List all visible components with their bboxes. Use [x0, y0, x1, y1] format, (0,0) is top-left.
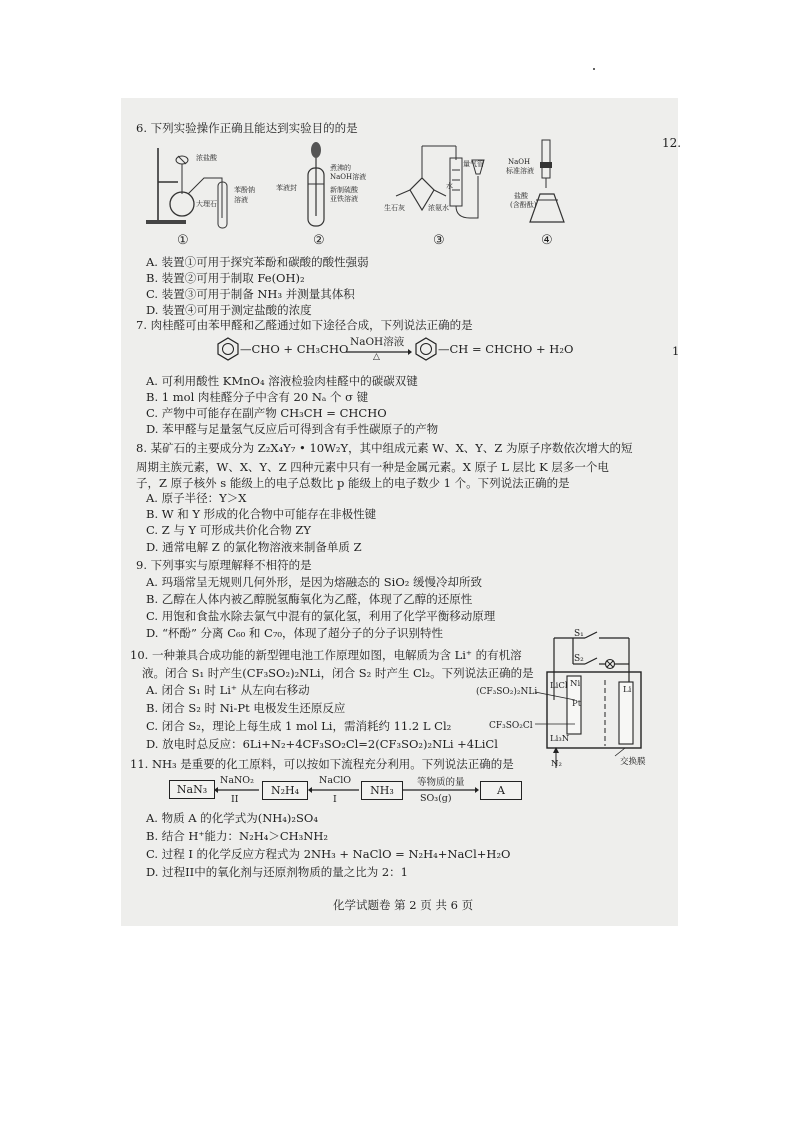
apparatus-3-label: 生石灰: [384, 204, 405, 212]
question-6-stem: 6. 下列实验操作正确且能达到实验目的的是: [136, 121, 358, 135]
q7-option: B. 1 mol 肉桂醛分子中含有 20 Nₐ 个 σ 键: [146, 390, 369, 404]
q6-option: D. 装置④可用于测定盐酸的浓度: [146, 303, 312, 317]
page-footer: 化学试题卷 第 2 页 共 6 页: [333, 898, 474, 912]
margin-mark: 12.: [662, 136, 682, 150]
electrode-label: Ni: [570, 679, 581, 689]
apparatus-2-label: NaOH溶液: [330, 173, 367, 181]
flow-condition: 等物质的量: [417, 777, 465, 788]
apparatus-number: ③: [433, 233, 445, 248]
electrode-label: Li₃N: [550, 734, 570, 744]
flow-box-nh3: NH₃: [361, 781, 403, 800]
heat-symbol: △: [373, 352, 380, 362]
flow-box-n2h4: N₂H₄: [262, 781, 308, 800]
q9-option: A. 玛瑙常呈无规则几何外形，是因为熔融态的 SiO₂ 缓慢冷却所致: [146, 575, 483, 589]
flow-step: II: [231, 794, 239, 805]
flow-box-a: A: [480, 781, 522, 800]
apparatus-1-label: 浓盐酸: [196, 154, 217, 162]
electrode-label: Pt: [572, 699, 582, 709]
q8-option: D. 通常电解 Z 的氯化物溶液来制备单质 Z: [146, 540, 362, 554]
equation-right: —CH = CHCHO + H₂O: [438, 342, 574, 356]
apparatus-2-label: 煮沸的: [330, 164, 351, 172]
apparatus-number: ①: [177, 233, 189, 248]
q9-option: D. “杯酚” 分离 C₆₀ 和 C₇₀，体现了超分子的分子识别特性: [146, 626, 444, 640]
apparatus-2-figure: [300, 140, 360, 230]
flow-step: I: [333, 794, 337, 805]
q10-option: B. 闭合 S₂ 时 Ni-Pt 电极发生还原反应: [146, 701, 346, 715]
gas-inlet-label: N₂: [551, 759, 562, 769]
apparatus-1-label: 大理石: [196, 200, 217, 208]
q7-option: D. 苯甲醛与足量氢气反应后可得到含有手性碳原子的产物: [146, 422, 439, 436]
q8-option: A. 原子半径：Y＞X: [146, 491, 247, 505]
q8-option: C. Z 与 Y 可形成共价化合物 ZY: [146, 523, 311, 537]
margin-mark: 1: [672, 344, 680, 358]
apparatus-4-label: (含酚酞): [510, 201, 537, 209]
apparatus-3-label: 水: [446, 182, 453, 190]
q11-option: C. 过程 I 的化学反应方程式为 2NH₃ + NaClO = N₂H₄+NaCl+H₂O: [146, 847, 511, 861]
question-8-line: 周期主族元素，W、X、Y、Z 四种元素中只有一种是金属元素。X 原子 L 层比 K 层多一个电: [136, 460, 609, 474]
flow-reagent: NaNO₂: [220, 775, 254, 786]
q6-option: C. 装置③可用于制备 NH₃ 并测量其体积: [146, 287, 355, 301]
reaction-condition: NaOH溶液: [350, 336, 405, 348]
flow-arrow: [214, 786, 260, 794]
q9-option: B. 乙醇在人体内被乙醇脱氢酶氧化为乙醛，体现了乙醇的还原性: [146, 592, 473, 606]
apparatus-4-label: 标准溶液: [506, 167, 534, 175]
question-8-line: 子，Z 原子核外 s 能级上的电子总数比 p 能级上的电子数少 1 个。下列说法正确的是: [136, 476, 570, 490]
apparatus-4-label: NaOH: [508, 158, 531, 166]
flow-arrow: [308, 786, 360, 794]
benzene-ring-icon: [216, 337, 240, 361]
q11-option: A. 物质 A 的化学式为(NH₄)₂SO₄: [146, 811, 318, 825]
electrode-label: Li: [623, 685, 632, 695]
product-label: (CF₃SO₂)₂NLi: [476, 687, 538, 697]
apparatus-3-label: 浓氨水: [428, 204, 449, 212]
q7-option: C. 产物中可能存在副产物 CH₃CH = CHCHO: [146, 406, 387, 420]
question-8-line: 8. 某矿石的主要成分为 Z₂X₄Y₇ • 10W₂Y，其中组成元素 W、X、Y、Z 为原子序数依次增大的短: [136, 441, 633, 455]
apparatus-4-label: 盐酸: [514, 192, 528, 200]
question-10-line: 10. 一种兼具合成功能的新型锂电池工作原理如图，电解质为含 Li⁺ 的有机溶: [130, 648, 522, 662]
benzene-ring-icon: [414, 337, 438, 361]
q7-option: A. 可利用酸性 KMnO₄ 溶液检验肉桂醛中的碳碳双键: [146, 374, 418, 388]
apparatus-2-label: 苯液封: [276, 184, 297, 192]
question-9-stem: 9. 下列事实与原理解释不相符的是: [136, 558, 312, 572]
apparatus-2-label: 亚铁溶液: [330, 195, 358, 203]
scan-speck: [593, 68, 595, 70]
flow-reagent: NaClO: [319, 775, 352, 786]
question-10-line: 液。闭合 S₁ 时产生(CF₃SO₂)₂NLi，闭合 S₂ 时产生 Cl₂。下列说法正确的是: [142, 666, 534, 680]
question-11-stem: 11. NH₃ 是重要的化工原料，可以按如下流程充分利用。下列说法正确的是: [130, 757, 514, 771]
reactant-label: CF₃SO₂Cl: [489, 721, 533, 731]
q10-option: A. 闭合 S₁ 时 Li⁺ 从左向右移动: [146, 683, 310, 697]
question-7-stem: 7. 肉桂醛可由苯甲醛和乙醛通过如下途径合成，下列说法正确的是: [136, 318, 473, 332]
q10-option: D. 放电时总反应：6Li+N₂+4CF₃SO₂Cl=2(CF₃SO₂)₂NLi +4LiCl: [146, 737, 498, 751]
flow-reagent: SO₃(g): [420, 793, 452, 804]
q11-option: D. 过程II中的氧化剂与还原剂物质的量之比为 2：1: [146, 865, 408, 879]
q9-option: C. 用饱和食盐水除去氯气中混有的氯化氢，利用了化学平衡移动原理: [146, 609, 496, 623]
switch-s2-label: S₂: [574, 654, 584, 664]
electrode-label: LiCl: [550, 681, 568, 691]
apparatus-1-label: 苯酚钠: [234, 186, 255, 194]
apparatus-3-label: 量气管: [463, 160, 484, 168]
apparatus-4-figure: [520, 138, 580, 230]
q8-option: B. W 和 Y 形成的化合物中可能存在非极性键: [146, 507, 377, 521]
switch-s1-label: S₁: [574, 629, 584, 639]
apparatus-number: ④: [541, 233, 553, 248]
q11-option: B. 结合 H⁺能力：N₂H₄＞CH₃NH₂: [146, 829, 328, 843]
q6-option: A. 装置①可用于探究苯酚和碳酸的酸性强弱: [146, 255, 369, 269]
apparatus-number: ②: [313, 233, 325, 248]
q10-option: C. 闭合 S₂，理论上每生成 1 mol Li，需消耗约 11.2 L Cl₂: [146, 719, 452, 733]
membrane-label: 交换膜: [620, 757, 646, 767]
q6-option: B. 装置②可用于制取 Fe(OH)₂: [146, 271, 305, 285]
apparatus-1-label: 溶液: [234, 196, 248, 204]
flow-box-nan3: NaN₃: [169, 780, 215, 799]
apparatus-2-label: 新制硫酸: [330, 186, 358, 194]
equation-left: —CHO + CH₃CHO: [240, 342, 349, 356]
